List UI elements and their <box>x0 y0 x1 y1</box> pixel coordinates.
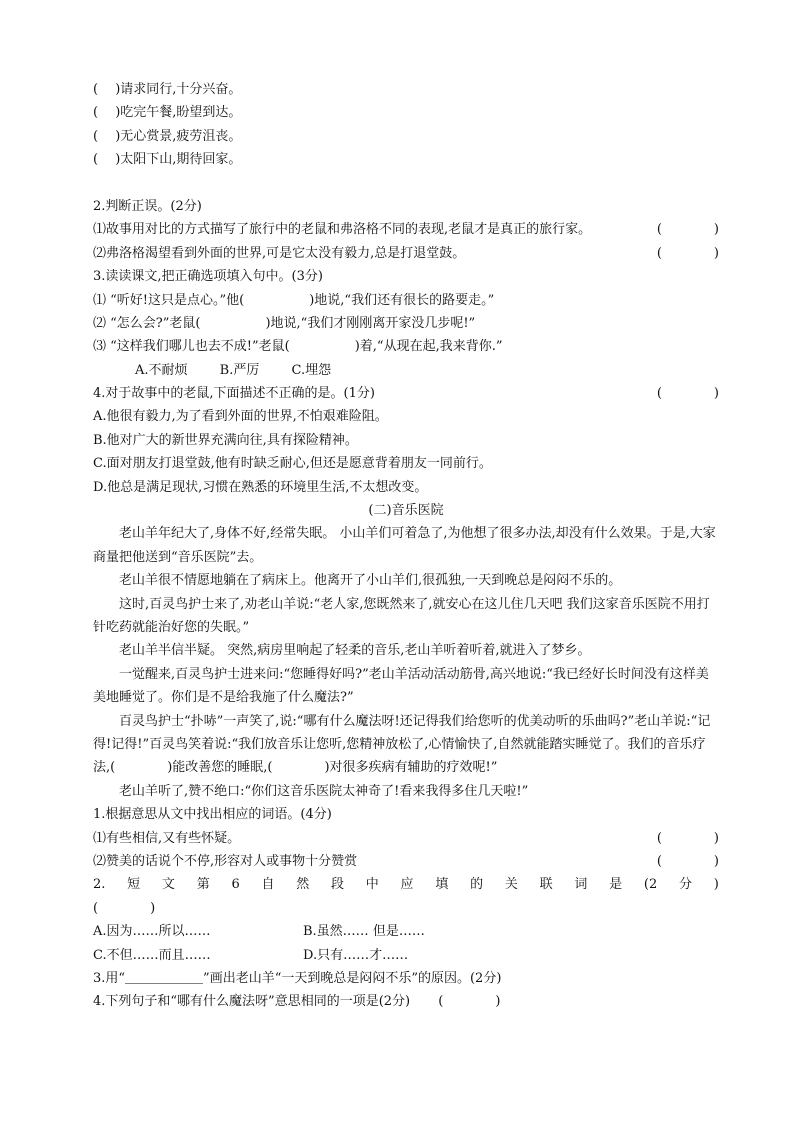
top-item: ( )太阳下山,期待回家。 <box>93 152 242 168</box>
option-row <box>93 920 719 943</box>
answer-bracket: ( ) <box>93 900 156 916</box>
top-items <box>93 78 719 172</box>
answer-bracket: ( ) <box>438 994 501 1010</box>
title-char: 的 <box>470 877 484 893</box>
top-item: ( )请求同行,十分兴奋。 <box>93 82 242 97</box>
title-char: 短 <box>127 877 141 893</box>
fill-sentence: ⑴ “听好!这只是点心。”他( )地说,“我们还有很长的路要走。” <box>93 292 495 308</box>
option-row <box>93 944 719 967</box>
question-title-justified <box>93 873 719 896</box>
word-item <box>93 827 719 850</box>
title-char: 第 <box>196 877 210 893</box>
option: C.埋怨 <box>291 362 332 378</box>
passage-question-2 <box>93 873 719 967</box>
word-item <box>93 850 719 873</box>
title-char: 6 <box>231 877 240 893</box>
passage-paragraph: 老山羊年纪大了,身体不好,经常失眠。 小山羊们可着急了,为他想了很多办法,却没有什么效果。于是,大家商量把他送到“音乐医院”去。 <box>93 526 716 565</box>
passage-paragraph: 百灵鸟护士“扑哧”一声笑了,说:“哪有什么魔法呀!还记得我们给您听的优美动听的乐曲吗?”老山羊说:“记得!记得!”百灵鸟笑着说:“我们放音乐让您听,您精神放松了,心情愉快了,自然就能踏实睡觉了。我们的音乐疗法,( )能改善您的睡眠,( )对很多疾病有辅助的疗效呢!” <box>93 713 711 776</box>
title-char: 是 <box>609 877 623 893</box>
title-char: 文 <box>161 877 175 893</box>
choice-option: A.他很有毅力,为了看到外面的世界,不怕艰难险阻。 <box>93 409 388 425</box>
passage-paragraph: 一觉醒来,百灵鸟护士进来问:“您睡得好吗?”老山羊活动活动筋骨,高兴地说:“我已经好长时间没有这样美美地睡觉了。你们是不是给我施了什么魔法?” <box>93 666 709 706</box>
answer-bracket: ( ) <box>656 854 719 870</box>
passage-question-1 <box>93 803 719 873</box>
passage <box>93 522 719 803</box>
worksheet-page <box>93 78 719 1014</box>
title-char: 然 <box>296 877 310 893</box>
choice-option: C.面对朋友打退堂鼓,他有时缺乏耐心,但还是愿意背着朋友一同前行。 <box>93 456 492 472</box>
answer-bracket: ( ) <box>656 386 719 402</box>
fill-sentence: ⑶ “这样我们哪儿也去不成!”老鼠( )着,“从现在起,我来背你.” <box>93 339 503 355</box>
option: A.因为……所以…… <box>93 924 211 940</box>
answer-bracket: ( ) <box>656 245 719 261</box>
word-meaning: ⑴有些相信,又有些怀疑。 <box>93 830 241 846</box>
title-char: 词 <box>574 877 588 893</box>
question-title: 4.对于故事中的老鼠,下面描述不正确的是。(1分) <box>93 386 375 402</box>
option: B.虽然…… 但是…… <box>303 924 425 940</box>
option: C.不但……而且…… <box>93 947 211 963</box>
choice-option: D.他总是满足现状,习惯在熟悉的环境里生活,不太想改变。 <box>93 479 428 495</box>
passage-paragraph: 这时,百灵鸟护士来了,劝老山羊说:“老人家,您既然来了,就安心在这儿住几天吧 我们这家音乐医院不用打针吃药就能治好您的失眠。” <box>93 596 710 636</box>
title-char: 应 <box>400 877 414 893</box>
question-title: 1.根据意思从文中找出相应的词语。(4分) <box>93 807 332 823</box>
title-char: 2. <box>93 877 106 893</box>
title-char: 关 <box>504 877 518 893</box>
question-3 <box>93 265 719 382</box>
top-item: ( )无心赏景,疲劳沮丧。 <box>93 128 242 144</box>
passage-paragraph: 老山羊很不情愿地躺在了病床上。他离开了小山羊们,很孤独,一天到晚总是闷闷不乐的。 <box>119 573 622 589</box>
word-meaning: ⑵赞美的话说个不停,形容对人或事物十分赞赏 <box>93 854 358 870</box>
option-row <box>93 359 719 382</box>
passage-paragraph: 老山羊听了,赞不绝口:“你们这音乐医院太神奇了!看来我得多住几天啦!” <box>119 783 529 799</box>
passage-question-3: 3.用“＿＿＿＿＿＿”画出老山羊“一天到晚总是闷闷不乐”的原因。(2分) <box>93 971 502 987</box>
question-4 <box>93 382 719 499</box>
judge-item <box>93 218 719 241</box>
section-title: (二)音乐医院 <box>368 503 444 519</box>
judge-text: ⑵弗洛格渴望看到外面的世界,可是它太没有毅力,总是打退堂鼓。 <box>93 245 466 261</box>
title-char: 联 <box>539 877 553 893</box>
title-char: 自 <box>261 877 275 893</box>
passage-question-4 <box>93 990 719 1013</box>
answer-bracket: ( ) <box>656 830 719 846</box>
answer-bracket: ( ) <box>656 222 719 238</box>
question-title: 2.判断正误。(2分) <box>93 198 202 214</box>
option: A.不耐烦 <box>135 362 188 378</box>
question-2 <box>93 195 719 265</box>
judge-text: ⑴故事用对比的方式描写了旅行中的老鼠和弗洛格不同的表现,老鼠才是真正的旅行家。 <box>93 222 592 238</box>
question-title-row <box>93 382 719 405</box>
question-title: 4.下列句子和“哪有什么魔法呀”意思相同的一项是(2分) <box>93 994 411 1010</box>
option: D.只有……才…… <box>303 947 409 963</box>
choice-option: B.他对广大的新世界充满向往,具有探险精神。 <box>93 432 358 448</box>
top-item: ( )吃完午餐,盼望到达。 <box>93 105 242 121</box>
title-char: 分 <box>679 877 693 893</box>
title-char: ) <box>713 877 719 893</box>
title-char: (2 <box>643 877 658 893</box>
title-char: 段 <box>331 877 345 893</box>
title-char: 中 <box>365 877 379 893</box>
fill-sentence: ⑵ “怎么会?”老鼠( )地说,“我们才刚刚离开家没几步呢!” <box>93 315 476 331</box>
title-char: 填 <box>435 877 449 893</box>
option: B.严厉 <box>219 362 260 378</box>
judge-item <box>93 242 719 265</box>
question-title: 3.读读课文,把正确选项填入句中。(3分) <box>93 269 323 285</box>
passage-paragraph: 老山羊半信半疑。 突然,病房里响起了轻柔的音乐,老山羊听着听着,就进入了梦乡。 <box>119 643 591 659</box>
